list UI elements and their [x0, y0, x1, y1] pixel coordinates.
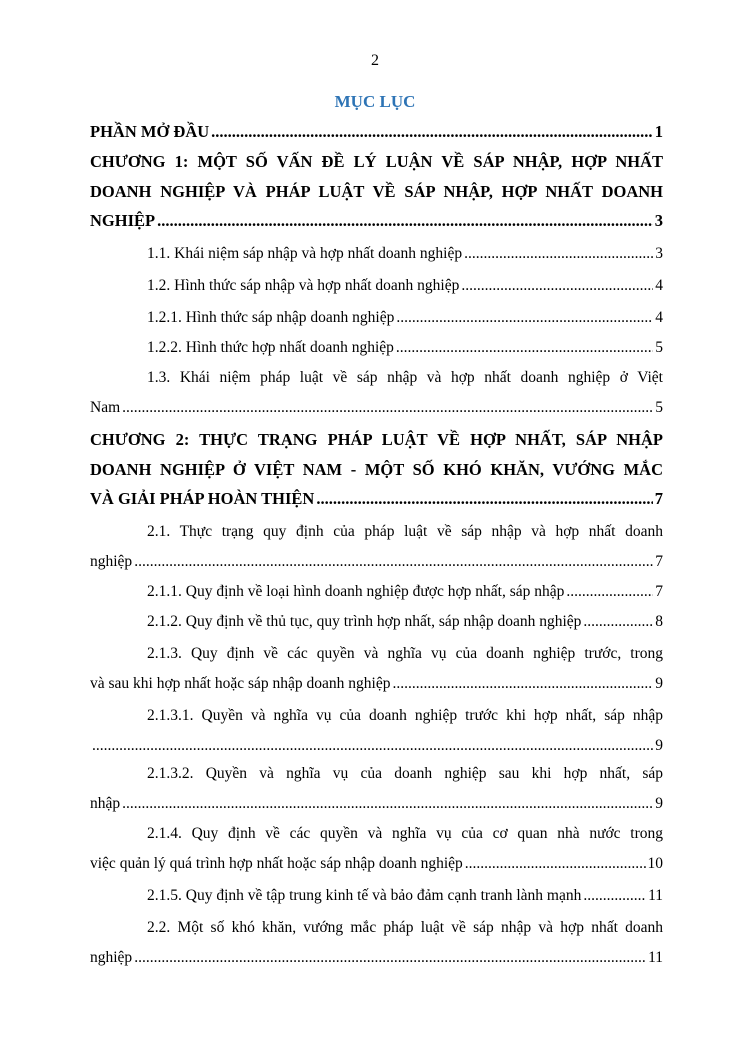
toc-entry-line: [90, 944, 663, 972]
toc-entry-text: 2.2. Một số khó khăn, vướng mắc pháp luật về sáp nhập và hợp nhất doanh: [147, 919, 663, 936]
dot-leader: [583, 608, 653, 636]
toc-entry[interactable]: [90, 240, 663, 270]
toc-entry-text: và sau khi hợp nhất hoặc sáp nhập doanh nghiệp: [90, 674, 391, 692]
toc-title: MỤC LỤC: [334, 92, 416, 111]
toc-entry-text: nhập: [90, 794, 121, 812]
toc-entry-line: [90, 578, 663, 606]
toc-page-number: 7: [654, 489, 663, 508]
dot-leader: [122, 394, 653, 422]
toc-entry-text: nghiệp: [90, 948, 133, 966]
toc-entry-text: 2.1.3. Quy định về các quyền và nghĩa vụ của doanh nghiệp trước, trong: [147, 645, 663, 662]
toc-entry-line: [90, 334, 663, 362]
toc-entry-line: [90, 394, 663, 422]
dot-leader: [396, 304, 653, 332]
dot-leader: [461, 272, 653, 300]
toc-entry-line: [90, 304, 663, 332]
toc-entry[interactable]: [90, 364, 663, 423]
dot-leader: [122, 790, 653, 818]
toc-entry-text: DOANH NGHIỆP VÀ PHÁP LUẬT VỀ SÁP NHẬP, HỢP NHẤT DOANH: [90, 181, 663, 201]
toc-page-number: 11: [648, 948, 663, 966]
toc-page-number: 9: [655, 794, 663, 812]
toc-entry-text: DOANH NGHIỆP Ở VIỆT NAM - MỘT SỐ KHÓ KHĂN, VƯỚNG MẮC: [90, 459, 663, 479]
toc-entry[interactable]: [90, 426, 663, 515]
toc-page-number: 5: [655, 339, 663, 356]
toc-entry-text: 1.3. Khái niệm pháp luật về sáp nhập và hợp nhất doanh nghiệp ở Việt: [147, 369, 663, 386]
toc-entry-text: VÀ GIẢI PHÁP HOÀN THIỆN: [90, 489, 315, 508]
dot-leader: [134, 548, 653, 576]
toc-entry[interactable]: [90, 518, 663, 577]
toc-entry-text: 2.1.5. Quy định về tập trung kinh tế và bảo đảm cạnh tranh lành mạnh: [147, 887, 582, 904]
toc-entry[interactable]: [90, 334, 663, 364]
toc-entry-text: nghiệp: [90, 552, 133, 570]
toc-entry-text: CHƯƠNG 1: MỘT SỐ VẤN ĐỀ LÝ LUẬN VỀ SÁP NHẬP, HỢP NHẤT: [90, 152, 663, 171]
toc-entry[interactable]: [90, 578, 663, 608]
toc-entry-text: NGHIỆP: [90, 211, 156, 230]
toc-page-number: 11: [648, 887, 663, 904]
toc-entry[interactable]: [90, 118, 663, 148]
toc-entry-line: [90, 732, 663, 760]
toc-entry-text: 2.1.1. Quy định về loại hình doanh nghiệp được hợp nhất, sáp nhập: [147, 583, 565, 600]
toc-page-number: 4: [655, 277, 663, 294]
toc-entry[interactable]: [90, 640, 663, 699]
toc-page-number: 9: [655, 674, 663, 692]
dot-leader: [465, 850, 646, 878]
toc-entry-text: 1.2.1. Hình thức sáp nhập doanh nghiệp: [147, 309, 395, 326]
toc-page-number: 4: [655, 309, 663, 326]
toc-entry-text: việc quản lý quá trình hợp nhất hoặc sáp nhập doanh nghiệp: [90, 854, 463, 872]
toc-entry-text: 2.1.3.1. Quyền và nghĩa vụ của doanh nghiệp trước khi hợp nhất, sáp nhập: [147, 707, 663, 724]
toc-page-number: 10: [647, 854, 663, 872]
toc-entry-line: [90, 850, 663, 878]
toc-entry[interactable]: [90, 304, 663, 334]
toc-entry[interactable]: [90, 760, 663, 819]
dot-leader: [134, 944, 646, 972]
toc-entry-line: [90, 608, 663, 636]
toc-entry[interactable]: [90, 882, 663, 912]
toc-entry-text: 2.1.2. Quy định về thủ tục, quy trình hợp nhất, sáp nhập doanh nghiệp: [147, 613, 582, 630]
toc-entry-line: [90, 790, 663, 818]
toc-entry-line: [90, 118, 663, 146]
page-number: 2: [371, 52, 379, 69]
toc-page-number: 7: [655, 552, 663, 570]
toc-entry-line: [90, 548, 663, 576]
toc-entry-line: [90, 485, 663, 513]
toc-entry[interactable]: [90, 608, 663, 638]
toc-entry-line: [90, 207, 663, 235]
toc-entry[interactable]: [90, 702, 663, 761]
toc-entry-text: 2.1.4. Quy định về các quyền và nghĩa vụ của cơ quan nhà nước trong: [147, 825, 663, 842]
toc-entry-text: 2.1.3.2. Quyền và nghĩa vụ của doanh nghiệp sau khi hợp nhất, sáp: [147, 765, 663, 782]
dot-leader: [92, 732, 653, 760]
toc-page-number: 1: [654, 122, 663, 141]
toc-page-number: 8: [655, 613, 663, 630]
toc-entry-text: 1.2. Hình thức sáp nhập và hợp nhất doanh nghiệp: [147, 277, 460, 294]
toc-entry[interactable]: [90, 272, 663, 302]
toc-entry-text: PHẦN MỞ ĐẦU: [90, 122, 210, 141]
dot-leader: [464, 240, 653, 268]
dot-leader: [583, 882, 646, 910]
toc-entry[interactable]: [90, 914, 663, 973]
dot-leader: [392, 670, 653, 698]
dot-leader: [566, 578, 653, 606]
toc-entry-text: CHƯƠNG 2: THỰC TRẠNG PHÁP LUẬT VỀ HỢP NHẤT, SÁP NHẬP: [90, 430, 663, 449]
toc-page-number: 9: [655, 736, 663, 754]
dot-leader: [157, 207, 653, 235]
toc-page-number: 3: [655, 245, 663, 262]
toc-entry[interactable]: [90, 820, 663, 879]
dot-leader: [211, 118, 653, 146]
toc-entry-line: [90, 240, 663, 268]
toc-page-number: 7: [655, 583, 663, 600]
toc-entry-text: 2.1. Thực trạng quy định của pháp luật về sáp nhập và hợp nhất doanh: [147, 523, 663, 540]
toc-entry-text: 1.2.2. Hình thức hợp nhất doanh nghiệp: [147, 339, 394, 356]
toc-page-number: 5: [655, 398, 663, 416]
dot-leader: [396, 334, 653, 362]
toc-page-number: 3: [654, 211, 663, 230]
toc-entry-line: [90, 272, 663, 300]
dot-leader: [316, 485, 652, 513]
toc-entry-line: [90, 670, 663, 698]
toc-entry-text: Nam: [90, 398, 121, 416]
toc-entry-line: [90, 882, 663, 910]
toc-entry-text: 1.1. Khái niệm sáp nhập và hợp nhất doanh nghiệp: [147, 245, 463, 262]
toc-entry[interactable]: [90, 148, 663, 237]
